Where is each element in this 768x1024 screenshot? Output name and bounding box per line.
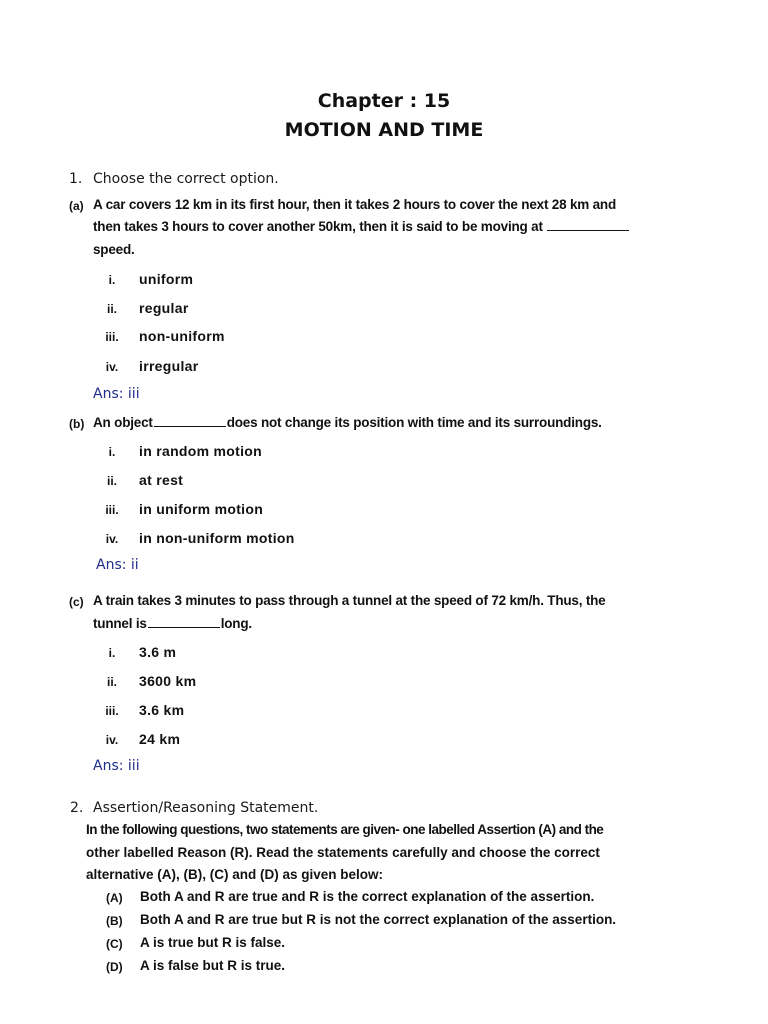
section-1-heading: Choose the correct option. [93, 171, 279, 187]
paragraph-line-2: other labelled Reason (R). Read the statements carefully and choose the correct [86, 845, 600, 860]
question-b-prefix: An object [93, 415, 153, 430]
choice-b-text: Both A and R are true but R is not the correct explanation of the assertion. [140, 912, 617, 927]
option-b-iii-num: iii. [105, 503, 119, 517]
answer-blank [154, 425, 226, 427]
choice-b-label: (B) [106, 914, 123, 928]
question-c-line2 [93, 616, 252, 631]
question-c-prefix: tunnel is [93, 616, 147, 631]
question-a-line3: speed. [93, 242, 135, 257]
option-c-iii-num: iii. [105, 704, 119, 718]
choice-d-label: (D) [106, 960, 123, 974]
question-b-suffix: does not change its position with time and its surroundings. [226, 415, 602, 430]
option-a-i-num: i. [108, 273, 116, 287]
choice-a-label: (A) [106, 891, 123, 905]
option-c-iv-num: iv. [105, 733, 119, 747]
choice-a-text: Both A and R are true and R is the correct explanation of the assertion. [140, 889, 595, 904]
answer-b: Ans: ii [96, 557, 139, 573]
choice-c-label: (C) [106, 937, 123, 951]
option-c-ii-num: ii. [106, 675, 117, 689]
question-c-line1: A train takes 3 minutes to pass through a tunnel at the speed of 72 km/h. Thus, the [93, 593, 606, 608]
question-c-label: (c) [69, 595, 84, 609]
question-a-label: (a) [69, 199, 84, 213]
option-b-iv-text: in non-uniform motion [139, 530, 295, 546]
option-b-ii-num: ii. [106, 474, 117, 488]
option-b-iii-text: in uniform motion [139, 501, 264, 517]
option-a-ii-num: ii. [106, 302, 117, 316]
choice-d-text: A is false but R is true. [140, 958, 286, 973]
answer-blank [547, 229, 629, 231]
page-title: MOTION AND TIME [284, 119, 484, 141]
question-b-line [93, 415, 602, 430]
question-c-suffix: long. [220, 616, 252, 631]
chapter-heading: Chapter : 15 [317, 90, 451, 112]
option-a-ii-text: regular [139, 300, 189, 316]
option-a-iii-num: iii. [105, 330, 119, 344]
option-a-iii-text: non-uniform [139, 328, 225, 344]
paragraph-line-3: alternative (A), (B), (C) and (D) as given below: [86, 867, 384, 882]
question-a-line1: A car covers 12 km in its first hour, then it takes 2 hours to cover the next 28 km and [93, 197, 617, 212]
option-b-ii-text: at rest [139, 472, 184, 488]
choice-c-text: A is true but R is false. [140, 935, 286, 950]
option-c-iii-text: 3.6 km [139, 702, 185, 718]
option-a-iv-text: irregular [139, 358, 199, 374]
option-a-iv-num: iv. [105, 360, 119, 374]
option-c-ii-text: 3600 km [139, 673, 197, 689]
option-a-i-text: uniform [139, 271, 194, 287]
option-c-iv-text: 24 km [139, 731, 181, 747]
option-b-i-num: i. [108, 445, 116, 459]
section-2-number: 2. [70, 800, 84, 816]
option-b-iv-num: iv. [105, 532, 119, 546]
answer-a: Ans: iii [93, 386, 140, 402]
option-b-i-text: in random motion [139, 443, 263, 459]
option-c-i-text: 3.6 m [139, 644, 177, 660]
question-b-label: (b) [69, 417, 85, 431]
section-1-number: 1. [69, 171, 83, 187]
answer-blank [148, 626, 220, 628]
paragraph-line-1: In the following questions, two statements are given- one labelled Assertion (A) and the [86, 822, 604, 837]
section-2-heading: Assertion/Reasoning Statement. [93, 800, 319, 816]
question-a-line2-text: then takes 3 hours to cover another 50km, then it is said to be moving at [93, 219, 543, 234]
option-c-i-num: i. [108, 646, 116, 660]
answer-c: Ans: iii [93, 758, 140, 774]
question-a-line2 [93, 219, 630, 234]
